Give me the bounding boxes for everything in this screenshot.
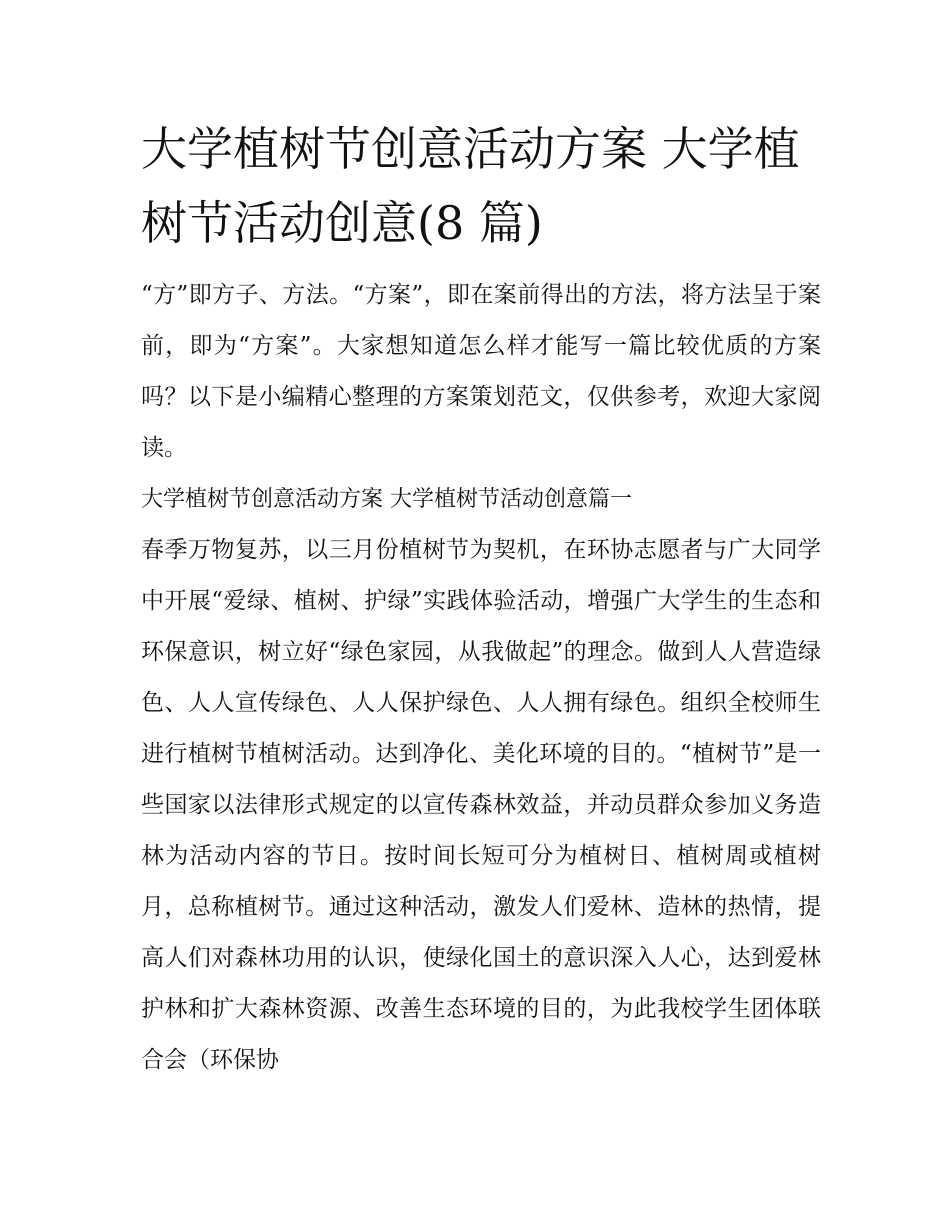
body-paragraph: 春季万物复苏，以三月份植树节为契机，在环协志愿者与广大同学中开展“爱绿、植树、护绿”实践体验活动，增强广大学生的生态和环保意识，树立好“绿色家园，从我做起”的理念。做到人人营造绿色、人人宣传绿色、人人保护绿色、人人拥有绿色。组织全校师生进行植树节植树活动。达到净化、美化环境的目的。“植树节”是一些国家以法律形式规定的以宣传森林效益，并动员群众参加义务造林为活动内容的节日。按时间长短可分为植树日、植树周或植树月，总称植树节。通过这种活动，激发人们爱林、造林的热情，提高人们对森林功用的认识，使绿化国土的意识深入人心，达到爱林护林和扩大森林资源、改善生态环境的目的，为此我校学生团体联合会（环保协 [141, 537, 821, 1073]
section-heading: 大学植树节创意活动方案 大学植树节活动创意篇一 [141, 487, 632, 512]
document-content [141, 112, 821, 1086]
document-title: 大学植树节创意活动方案 大学植树节活动创意(8 篇) [141, 122, 800, 250]
intro-paragraph: “方”即方子、方法。“方案”，即在案前得出的方法，将方法呈于案前，即为“方案”。大家想知道怎么样才能写一篇比较优质的方案吗？以下是小编精心整理的方案策划范文，仅供参考，欢迎大家阅读。 [141, 282, 821, 461]
